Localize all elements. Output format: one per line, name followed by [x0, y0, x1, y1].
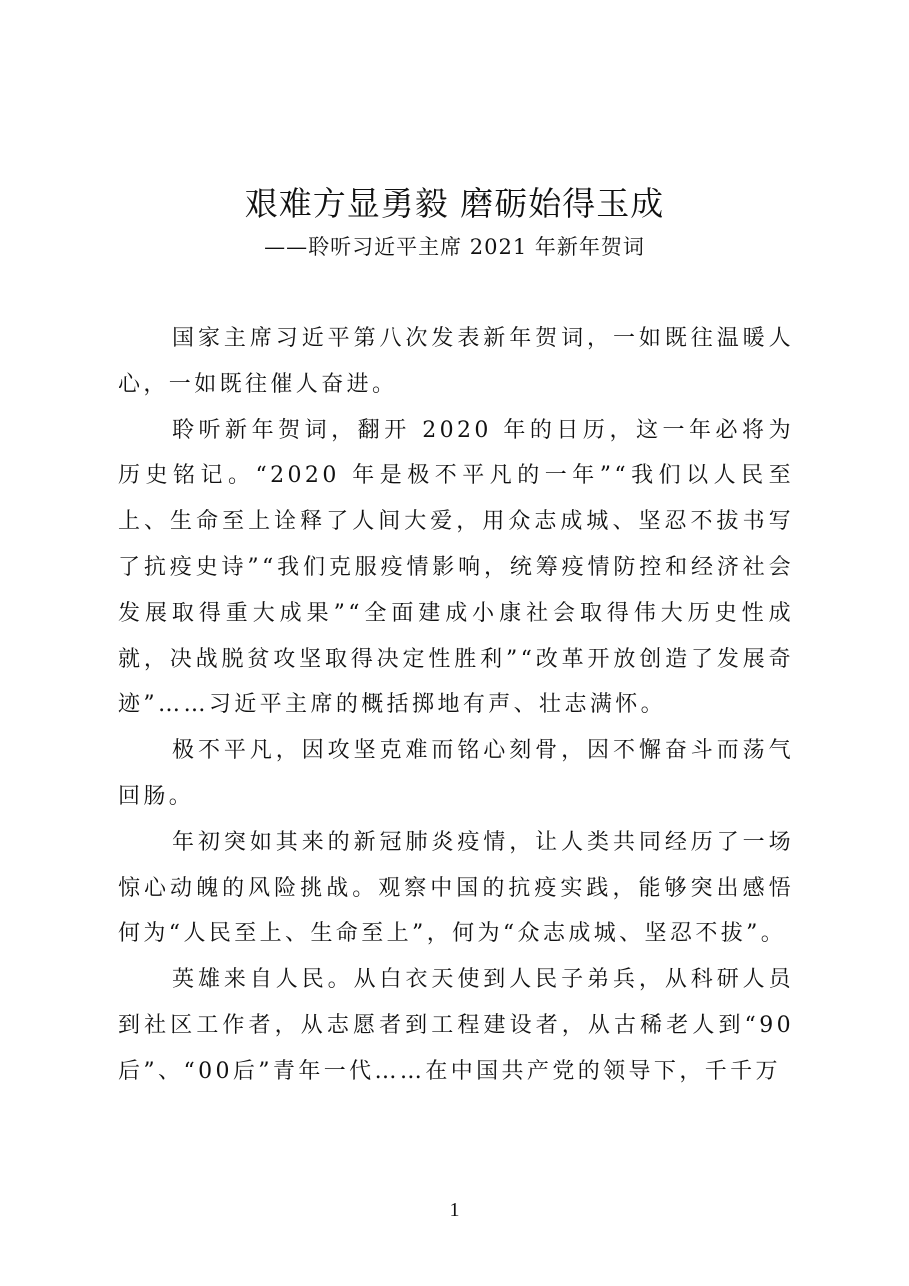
page-number: 1: [449, 1199, 460, 1221]
paragraph: 英雄来自人民。从白衣天使到人民子弟兵，从科研人员到社区工作者，从志愿者到工程建设者，从古稀老人到“90后”、“00后”青年一代……在中国共产党的领导下，千千万: [118, 967, 794, 1084]
paragraph: 聆听新年贺词，翻开 2020 年的日历，这一年必将为历史铭记。“2020 年是极不平凡的一年”“我们以人民至上、生命至上诠释了人间大爱，用众志成城、坚忍不拔书写了抗疫史诗”“我们克服疫情影响，统筹疫情防控和经济社会发展取得重大成果”“全面建成小康社会取得伟大历史性成就，决战脱贫攻坚取得决定性胜利”“改革开放创造了发展奇迹”……习近平主席的概括掷地有声、壮志满怀。: [118, 417, 794, 718]
document-title: 艰难方显勇毅 磨砺始得玉成: [244, 184, 665, 223]
document-body: [118, 316, 794, 1095]
paragraph: 极不平凡，因攻坚克难而铭心刻骨，因不懈奋斗而荡气回肠。: [118, 738, 794, 809]
paragraph: 年初突如其来的新冠肺炎疫情，让人类共同经历了一场惊心动魄的风险挑战。观察中国的抗疫实践，能够突出感悟何为“人民至上、生命至上”，何为“众志成城、坚忍不拔”。: [118, 829, 794, 947]
paragraph: 国家主席习近平第八次发表新年贺词，一如既往温暖人心，一如既往催人奋进。: [118, 326, 794, 397]
document-subtitle: ——聆听习近平主席 2021 年新年贺词: [264, 235, 645, 259]
